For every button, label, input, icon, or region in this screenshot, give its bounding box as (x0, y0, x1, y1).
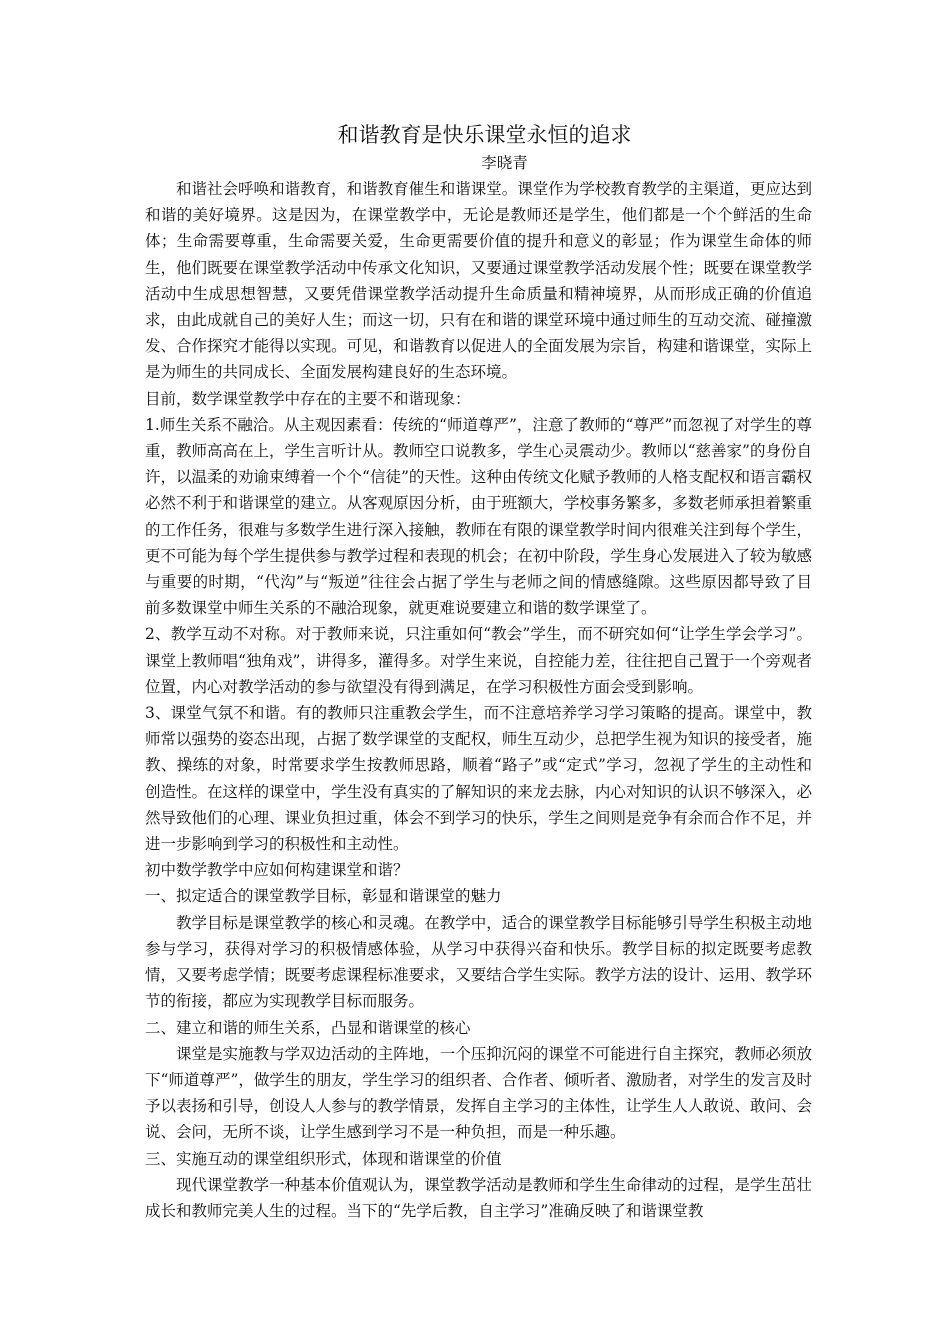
paragraph: 一、拟定适合的课堂教学目标，彰显和谐课堂的魅力 (145, 887, 502, 906)
author-name: 李晓青 (481, 154, 528, 172)
paragraph: 现代课堂教学一种基本价值观认为，课堂教学活动是教师和学生生命律动的过程，是学生茁壮成长和教师完美人生的过程。当下的“先学后教，自主学习”准确反映了和谐课堂教 (145, 1175, 812, 1220)
paragraph: 二、建立和谐的师生关系，凸显和谐课堂的核心 (145, 1018, 471, 1037)
paragraph: 3、课堂气氛不和谐。有的教师只注重教会学生，而不注意培养学习学习策略的提高。课堂中，教师常以强势的姿态出现，占据了数学课堂的支配权，师生互动少，总把学生视为知识的接受者，施教、操练的对象，时常要求学生按教师思路，顺着“路子”或“定式”学习，忽视了学生的主动性和创造性。在这样的课堂中，学生没有真实的了解知识的来龙去脉，内心对知识的认识不够深入，必然导致他们的心理、课业负担过重，体会不到学习的快乐，学生之间则是竞争有余而合作不足，并进一步影响到学习的积极性和主动性。 (145, 704, 812, 854)
paragraph: 目前，数学课堂教学中存在的主要不和谐现象： (145, 389, 471, 408)
paragraph: 初中数学教学中应如何构建课堂和谐？ (145, 861, 409, 880)
paragraph: 教学目标是课堂教学的核心和灵魂。在教学中，适合的课堂教学目标能够引导学生积极主动地参与学习，获得对学习的积极情感体验，从学习中获得兴奋和快乐。教学目标的拟定既要考虑教情，又要考虑学情；既要考虑课程标准要求，又要结合学生实际。教学方法的设计、运用、教学环节的衔接，都应为实现教学目标而服务。 (145, 913, 812, 1011)
paragraph: 2、教学互动不对称。对于教师来说，只注重如何“教会”学生，而不研究如何“让学生学会学习”。课堂上教师唱“独角戏”，讲得多，灌得多。对学生来说，自控能力差，往往把自己置于一个旁观者位置，内心对教学活动的参与欲望没有得到满足，在学习积极性方面会受到影响。 (145, 625, 812, 696)
paragraph: 1.师生关系不融洽。从主观因素看：传统的“师道尊严”，注意了教师的“尊严”而忽视了对学生的尊重，教师高高在上，学生言听计从。教师空口说教多，学生心灵震动少。教师以“慈善家”的身份自许，以温柔的劝谕束缚着一个个“信徒”的天性。这种由传统文化赋予教师的人格支配权和语言霸权必然不利于和谐课堂的建立。从客观原因分析，由于班额大，学校事务繁多，多数老师承担着繁重的工作任务，很难与多数学生进行深入接触，教师在有限的课堂教学时间内很难关注到每个学生，更不可能为每个学生提供参与教学过程和表现的机会；在初中阶段，学生身心发展进入了较为敏感与重要的时期，“代沟”与“叛逆”往往会占据了学生与老师之间的情感缝隙。这些原因都导致了目前多数课堂中师生关系的不融洽现象，就更难说要建立和谐的数学课堂了。 (145, 415, 812, 618)
paragraph: 和谐社会呼唤和谐教育，和谐教育催生和谐课堂。课堂作为学校教育教学的主渠道，更应达到和谐的美好境界。这是因为，在课堂教学中，无论是教师还是学生，他们都是一个个鲜活的生命体；生命需要尊重，生命需要关爱，生命更需要价值的提升和意义的彰显；作为课堂生命体的师生，他们既要在课堂教学活动中传承文化知识，又要通过课堂教学活动发展个性；既要在课堂教学活动中生成思想智慧，又要凭借课堂教学活动提升生命质量和精神境界，从而形成正确的价值追求，由此成就自己的美好人生；而这一切，只有在和谐的课堂环境中通过师生的互动交流、碰撞激发、合作探究才能得以实现。可见，和谐教育以促进人的全面发展为宗旨，构建和谐课堂，实际上是为师生的共同成长、全面发展构建良好的生态环境。 (145, 180, 812, 382)
document-title: 和谐教育是快乐课堂永恒的追求 (337, 123, 632, 147)
document-body (145, 176, 812, 1224)
paragraph: 三、实施互动的课堂组织形式，体现和谐课堂的价值 (145, 1149, 502, 1168)
paragraph: 课堂是实施教与学双边活动的主阵地，一个压抑沉闷的课堂不可能进行自主探究，教师必须放下“师道尊严”，做学生的朋友，学生学习的组织者、合作者、倾听者、激励者，对学生的发言及时予以表扬和引导，创设人人参与的教学情景，发挥自主学习的主体性，让学生人人敢说、敢问、会说、会问，无所不谈，让学生感到学习不是一种负担，而是一种乐趣。 (145, 1044, 812, 1142)
